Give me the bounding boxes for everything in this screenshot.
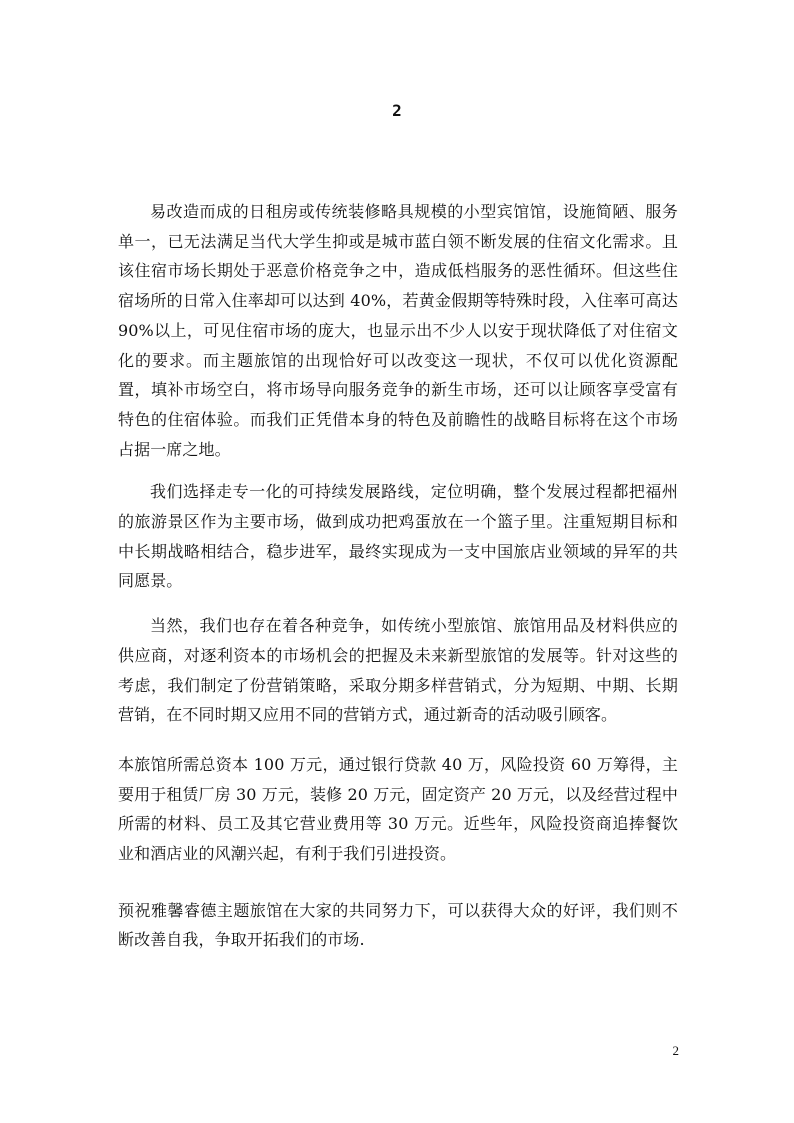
paragraph-closing: 预祝雅馨睿德主题旅馆在大家的共同努力下，可以获得大众的好评，我们则不断改善自我，争取开拓我们的市场. [118, 900, 678, 950]
header-page-number: 2 [392, 101, 402, 120]
paragraph-market-analysis: 易改造而成的日租房或传统装修略具规模的小型宾馆馆，设施简陋、服务单一，已无法满足当代大学生抑或是城市蓝白领不断发展的住宿文化需求。且该住宿市场长期处于恶意价格竞争之中，造成低档服务的恶性循环。但这些住宿场所的日常入住率却可以达到 40%，若黄金假期等特殊时段，入住率可高达 90%以上，可见住宿市场的庞大，也显示出不少人以安于现状降低了对住宿文化的要求。而主题旅馆的出现恰好可以改变这一现状，不仅可以优化资源配置，填补市场空白，将市场导向服务竞争的新生市场，还可以让顾客享受富有特色的住宿体验。而我们正凭借本身的特色及前瞻性的战略目标将在这个市场占据一席之地。 [118, 202, 678, 459]
paragraph-strategy: 我们选择走专一化的可持续发展路线，定位明确，整个发展过程都把福州的旅游景区作为主要市场，做到成功把鸡蛋放在一个篮子里。注重短期目标和中长期战略相结合，稳步进军，最终实现成为一支中国旅店业领域的异军的共同愿景。 [118, 482, 678, 591]
paragraph-funding: 本旅馆所需总资本 100 万元，通过银行贷款 40 万，风险投资 60 万筹得，主要用于租赁厂房 30 万元，装修 20 万元，固定资产 20 万元，以及经营过程中所需的材料、员工及其它营业费用等 30 万元。近些年，风险投资商追捧餐饮业和酒店业的风潮兴起，有利于我们引进投资。 [118, 754, 678, 864]
paragraph-competition: 当然，我们也存在着各种竞争，如传统小型旅馆、旅馆用品及材料供应的供应商，对逐利资本的市场机会的把握及未来新型旅馆的发展等。针对这些的考虑，我们制定了份营销策略，采取分期多样营销式，分为短期、中期、长期营销，在不同时期又应用不同的营销方式，通过新奇的活动吸引顾客。 [118, 616, 678, 725]
document-body [118, 197, 678, 955]
footer-page-number: 2 [672, 1043, 679, 1058]
